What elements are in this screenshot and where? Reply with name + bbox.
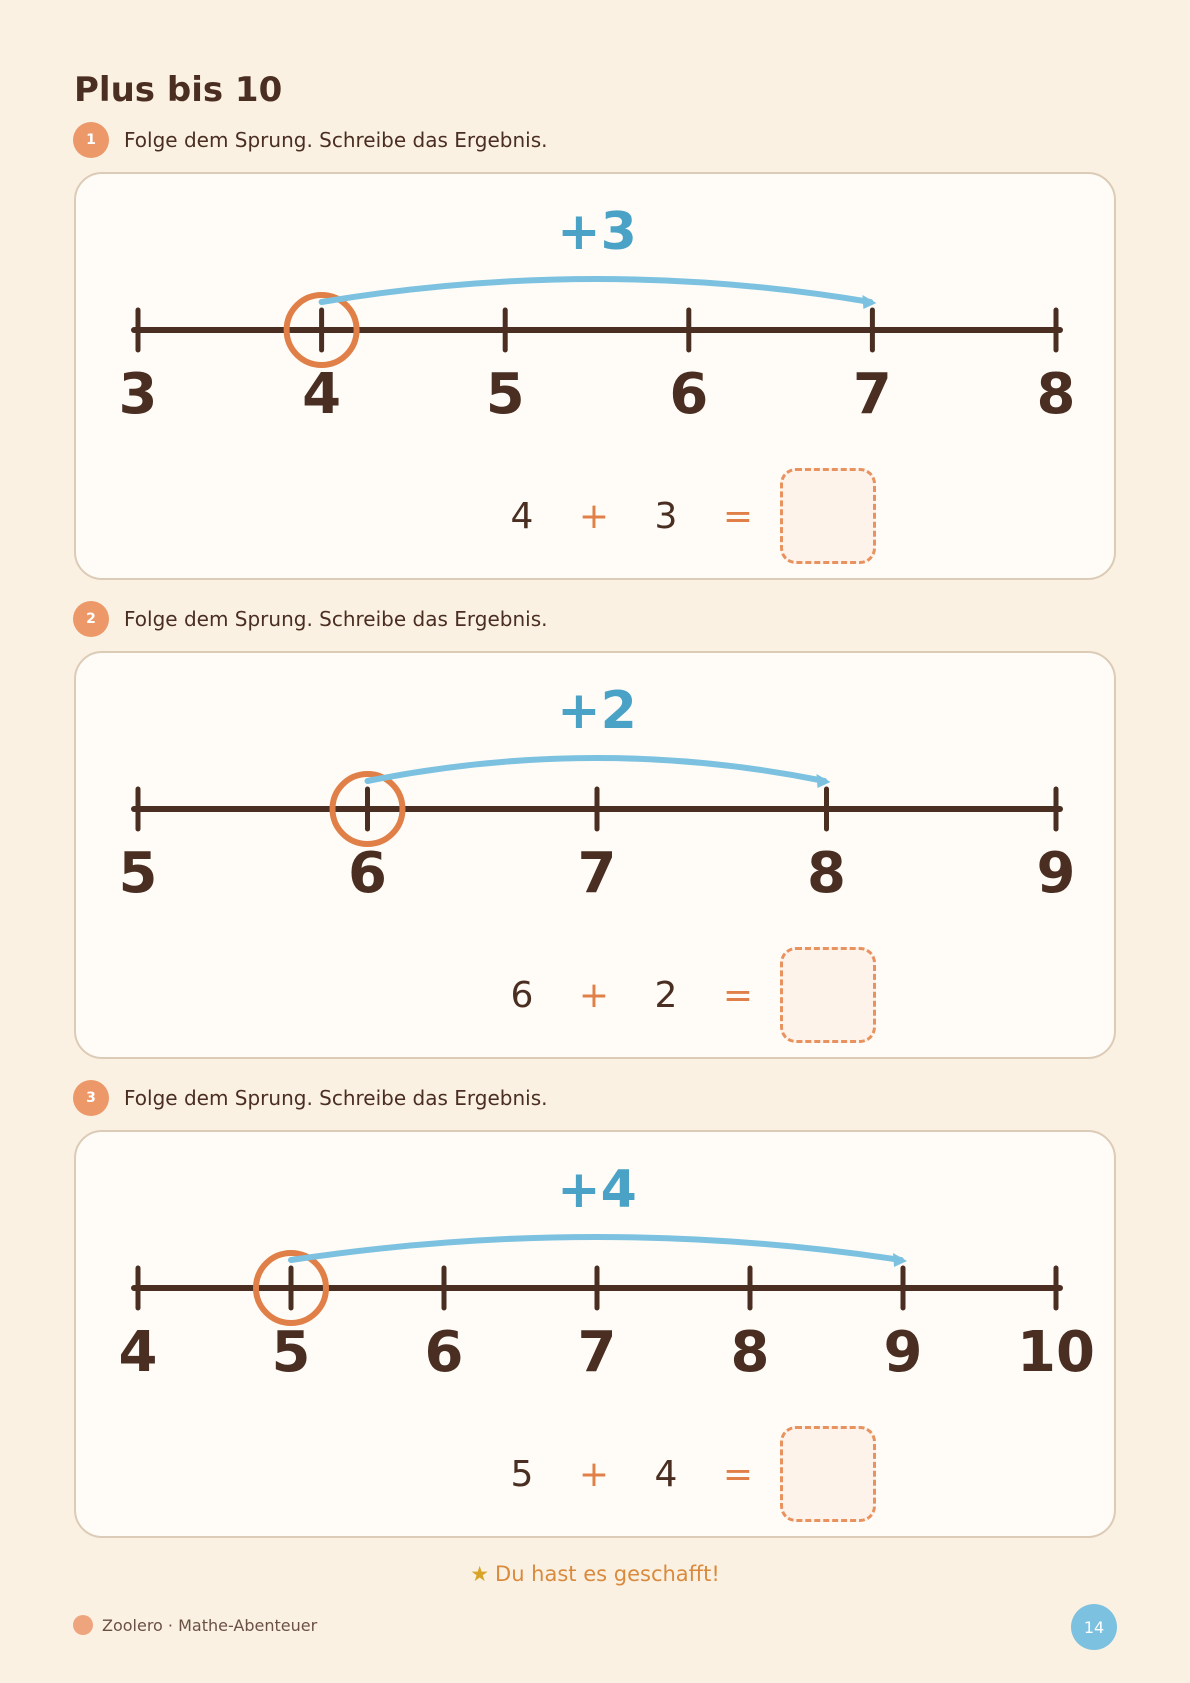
- plus-sign: +: [578, 495, 610, 537]
- answer-box[interactable]: [780, 947, 876, 1043]
- equation-operand-b: 2: [654, 974, 678, 1016]
- task-2-heading: [73, 601, 547, 637]
- completion-message: [0, 1562, 1190, 1586]
- answer-box[interactable]: [780, 1426, 876, 1522]
- jump-arc: [322, 279, 871, 302]
- task-number-badge: 1: [73, 122, 109, 158]
- star-icon: ★: [470, 1562, 490, 1586]
- tick-label: 10: [1017, 1320, 1095, 1385]
- equals-sign: =: [722, 1453, 754, 1495]
- equation: [486, 1424, 876, 1524]
- page-title: Plus bis 10: [74, 70, 283, 110]
- equation-operand-a: 6: [510, 974, 534, 1016]
- tick-label: 4: [118, 1320, 158, 1385]
- completion-text: Du hast es geschafft!: [495, 1562, 720, 1586]
- tick-label: 5: [485, 362, 525, 427]
- jump-label: +2: [557, 681, 637, 741]
- task-2-card: [74, 651, 1116, 1059]
- jump-arrowhead-icon: [893, 1253, 907, 1267]
- jump-label: +4: [557, 1160, 637, 1220]
- tick-label: 3: [118, 362, 158, 427]
- plus-sign: +: [578, 974, 610, 1016]
- plus-sign: +: [578, 1453, 610, 1495]
- tick-label: 5: [271, 1320, 311, 1385]
- task-instruction: Folge dem Sprung. Schreibe das Ergebnis.: [124, 1086, 548, 1110]
- tick-label: 6: [424, 1320, 464, 1385]
- page-number: 14: [1071, 1604, 1117, 1650]
- tick-label: 8: [730, 1320, 770, 1385]
- task-number-badge: 3: [73, 1080, 109, 1116]
- jump-arc: [291, 1237, 901, 1260]
- equation-operand-b: 3: [654, 495, 678, 537]
- task-3-card: [74, 1130, 1116, 1538]
- footer-brand: [73, 1615, 317, 1635]
- tick-label: 4: [302, 362, 342, 427]
- equation-operand-a: 4: [510, 495, 534, 537]
- task-instruction: Folge dem Sprung. Schreibe das Ergebnis.: [124, 607, 548, 631]
- jump-label: +3: [557, 202, 637, 262]
- equation: [486, 945, 876, 1045]
- brand-name: Zoolero · Mathe-Abenteuer: [102, 1615, 318, 1635]
- jump-arrowhead-icon: [817, 774, 831, 788]
- brand-dot-icon: [73, 1615, 93, 1635]
- tick-label: 8: [807, 841, 846, 906]
- equals-sign: =: [722, 495, 754, 537]
- jump-arc: [368, 758, 825, 781]
- task-3-heading: [73, 1080, 547, 1116]
- task-1-card: [74, 172, 1116, 580]
- jump-arrowhead-icon: [862, 295, 876, 309]
- tick-label: 5: [118, 841, 158, 906]
- equation-operand-b: 4: [654, 1453, 678, 1495]
- tick-label: 7: [852, 362, 892, 427]
- tick-label: 7: [577, 841, 617, 906]
- answer-box[interactable]: [780, 468, 876, 564]
- equation: [486, 466, 876, 566]
- task-1-heading: [73, 122, 547, 158]
- tick-label: 9: [1036, 841, 1076, 906]
- equals-sign: =: [722, 974, 754, 1016]
- tick-label: 6: [348, 841, 387, 906]
- equation-operand-a: 5: [510, 1453, 534, 1495]
- tick-label: 9: [883, 1320, 923, 1385]
- tick-label: 7: [577, 1320, 617, 1385]
- tick-label: 6: [669, 362, 709, 427]
- task-instruction: Folge dem Sprung. Schreibe das Ergebnis.: [124, 128, 548, 152]
- task-number-badge: 2: [73, 601, 109, 637]
- tick-label: 8: [1036, 362, 1076, 427]
